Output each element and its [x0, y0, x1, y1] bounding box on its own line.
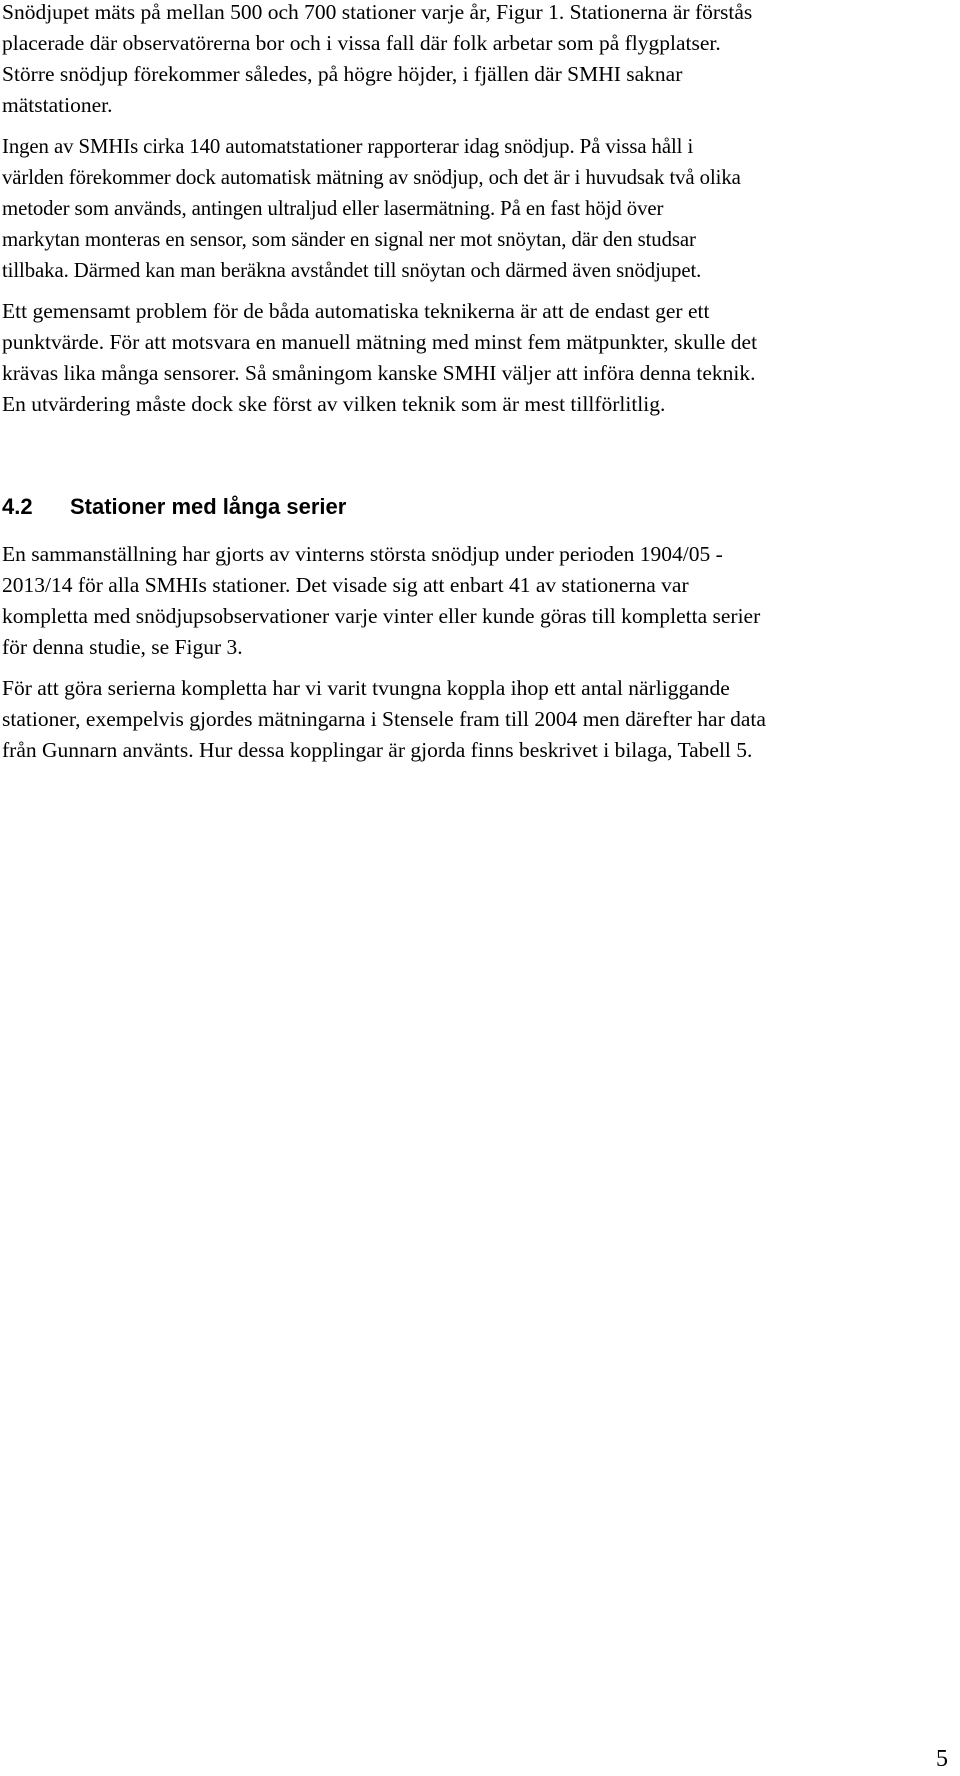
section-title: Stationer med långa serier: [70, 494, 347, 519]
paragraph-automatic-stations: [2, 131, 942, 286]
paragraph-station-links: [2, 673, 942, 766]
text-line: krävas lika många sensorer. Så småningom kanske SMHI väljer att införa denna teknik.: [2, 361, 756, 385]
section-body: [2, 539, 942, 776]
text-line: markytan monteras en sensor, som sänder en signal ner mot snöytan, där den studsar: [2, 228, 696, 251]
text-line: placerade där observatörerna bor och i vissa fall där folk arbetar som på flygplatser.: [2, 31, 721, 55]
intro-text: [2, 0, 942, 430]
text-line: kompletta med snödjupsobservationer varje vinter eller kunde göras till kompletta serier: [2, 604, 761, 628]
text-line: punktvärde. För att motsvara en manuell mätning med minst fem mätpunkter, skulle det: [2, 330, 758, 354]
page-number: 5: [936, 1746, 948, 1772]
text-line: En utvärdering måste dock ske först av vilken teknik som är mest tillförlitlig.: [2, 392, 666, 416]
text-line: tillbaka. Därmed kan man beräkna avståndet till snöytan och därmed även snödjupet.: [2, 259, 702, 282]
text-line: Ett gemensamt problem för de båda automatiska teknikerna är att de endast ger ett: [2, 299, 710, 323]
section-number: 4.2: [2, 494, 33, 519]
text-line: Snödjupet mäts på mellan 500 och 700 stationer varje år, Figur 1. Stationerna är förstås: [2, 0, 753, 24]
text-line: metoder som används, antingen ultraljud eller lasermätning. På en fast höjd över: [2, 197, 664, 220]
paragraph-measurement-stations: [2, 0, 942, 121]
section-heading: [2, 492, 346, 522]
text-line: från Gunnarn använts. Hur dessa kopplingar är gjorda finns beskrivet i bilaga, Tabell 5.: [2, 738, 753, 762]
text-line: Ingen av SMHIs cirka 140 automatstationer rapporterar idag snödjup. På vissa håll i: [2, 135, 694, 158]
paragraph-common-problem: [2, 296, 942, 420]
text-line: för denna studie, se Figur 3.: [2, 635, 243, 659]
text-line: mätstationer.: [2, 93, 113, 117]
text-line: världen förekommer dock automatisk mätning av snödjup, och det är i huvudsak två olika: [2, 166, 741, 189]
text-line: stationer, exempelvis gjordes mätningarna i Stensele fram till 2004 men därefter har data: [2, 707, 766, 731]
text-line: 2013/14 för alla SMHIs stationer. Det visade sig att enbart 41 av stationerna var: [2, 573, 689, 597]
text-line: En sammanställning har gjorts av vinterns största snödjup under perioden 1904/05 -: [2, 542, 723, 566]
text-line: För att göra serierna kompletta har vi varit tvungna koppla ihop ett antal närliggande: [2, 676, 730, 700]
paragraph-compilation: [2, 539, 942, 663]
text-line: Större snödjup förekommer således, på högre höjder, i fjällen där SMHI saknar: [2, 62, 683, 86]
